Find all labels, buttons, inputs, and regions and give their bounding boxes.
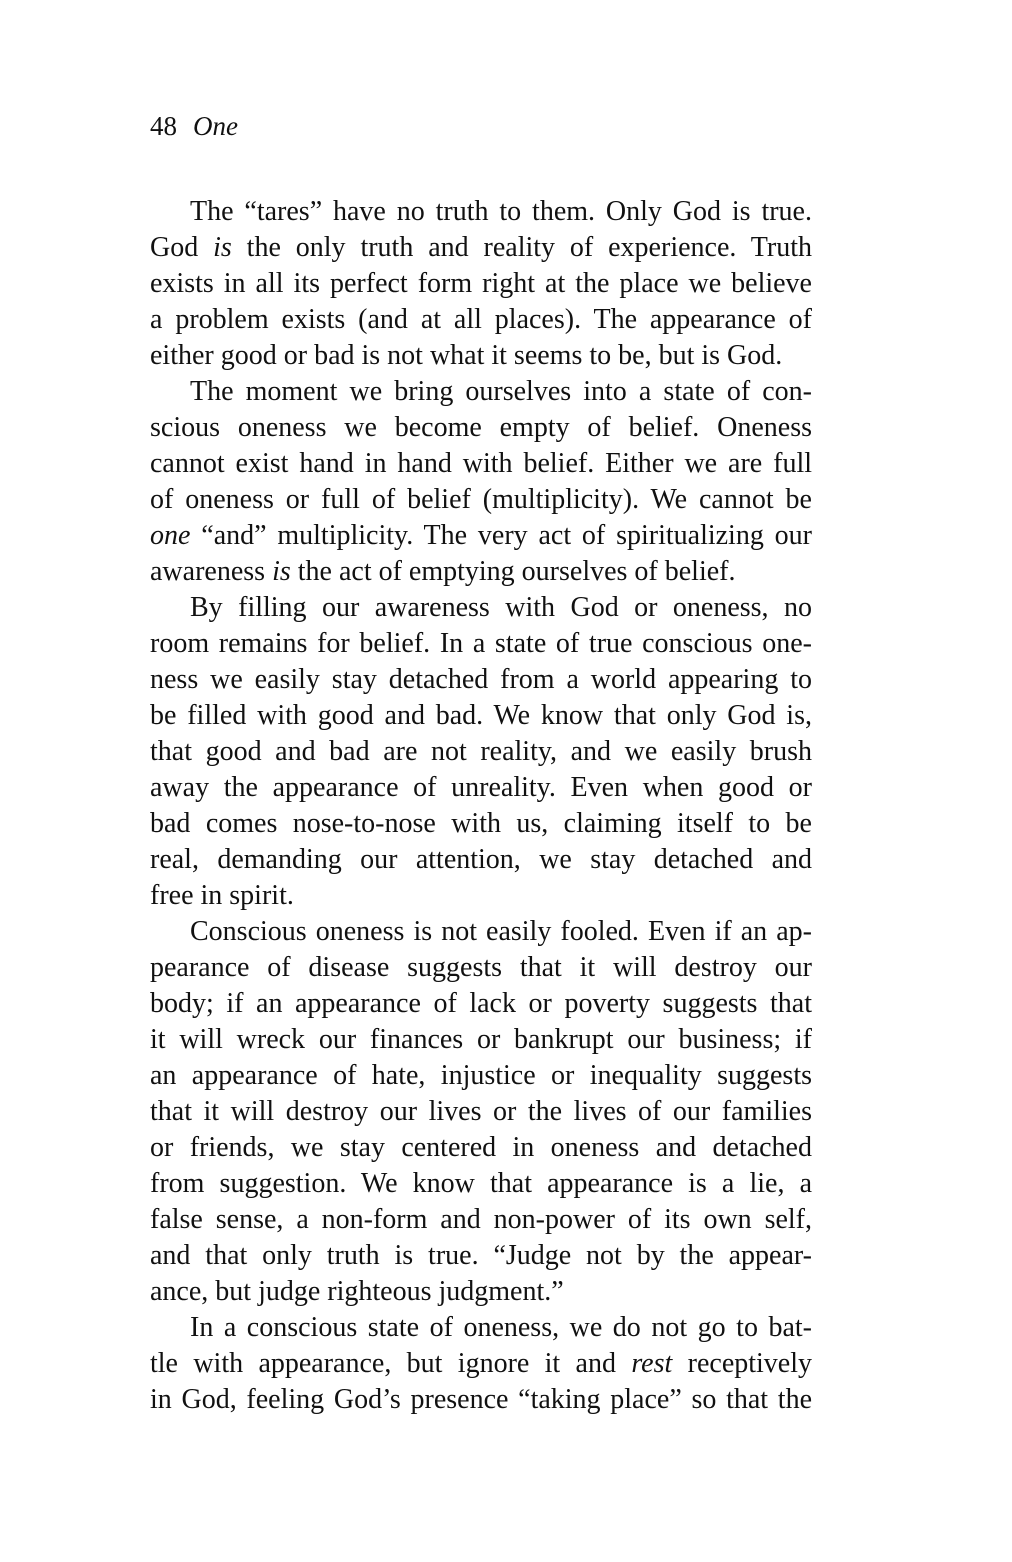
text-line: Conscious oneness is not easily fooled. Even if an ap- <box>190 916 812 947</box>
text-line: real, demanding our attention, we stay detached and <box>150 844 812 875</box>
chapter-title: One <box>193 111 238 141</box>
text-line: from suggestion. We know that appearance is a lie, a <box>150 1168 812 1199</box>
text-line: or friends, we stay centered in oneness and detached <box>150 1132 812 1163</box>
text-line: God is the only truth and reality of experience. Truth <box>150 232 812 263</box>
text-line: an appearance of hate, injustice or inequality suggests <box>150 1060 812 1091</box>
text-line: one “and” multiplicity. The very act of spiritualizing our <box>150 520 812 551</box>
paragraph <box>150 374 812 590</box>
text-line: tle with appearance, but ignore it and rest receptively <box>150 1348 812 1379</box>
text-line: of oneness or full of belief (multiplicity). We cannot be <box>150 484 812 515</box>
body-text <box>150 194 812 1418</box>
text-line: The moment we bring ourselves into a state of con- <box>190 376 812 407</box>
page-number: 48 <box>150 111 177 141</box>
paragraph <box>150 194 812 374</box>
text-line: awareness is the act of emptying ourselves of belief. <box>150 556 736 587</box>
text-line: room remains for belief. In a state of true conscious one- <box>150 628 812 659</box>
text-line: scious oneness we become empty of belief. Oneness <box>150 412 812 443</box>
running-head <box>150 108 238 144</box>
text-line: it will wreck our finances or bankrupt our business; if <box>150 1024 812 1055</box>
text-line: either good or bad is not what it seems to be, but is God. <box>150 340 783 371</box>
emphasis: rest <box>631 1348 673 1379</box>
text-line: in God, feeling God’s presence “taking place” so that the <box>150 1384 812 1415</box>
emphasis: one <box>150 520 191 551</box>
emphasis: is <box>213 232 232 263</box>
book-page <box>150 0 812 1562</box>
emphasis: is <box>272 556 291 587</box>
text-line: be filled with good and bad. We know that only God is, <box>150 700 812 731</box>
paragraph <box>150 914 812 1310</box>
text-line: a problem exists (and at all places). The appearance of <box>150 304 812 335</box>
paragraph <box>150 590 812 914</box>
text-line: ness we easily stay detached from a world appearing to <box>150 664 812 695</box>
text-line: false sense, a non-form and non-power of its own self, <box>150 1204 812 1235</box>
text-line: that good and bad are not reality, and we easily brush <box>150 736 812 767</box>
text-line: away the appearance of unreality. Even when good or <box>150 772 812 803</box>
text-line: free in spirit. <box>150 880 294 911</box>
text-line: ance, but judge righteous judgment.” <box>150 1276 564 1307</box>
text-line: The “tares” have no truth to them. Only God is true. <box>190 196 812 227</box>
text-line: pearance of disease suggests that it will destroy our <box>150 952 812 983</box>
paragraph <box>150 1310 812 1418</box>
text-line: bad comes nose-to-nose with us, claiming itself to be <box>150 808 812 839</box>
text-line: body; if an appearance of lack or poverty suggests that <box>150 988 812 1019</box>
text-line: that it will destroy our lives or the lives of our families <box>150 1096 812 1127</box>
text-line: exists in all its perfect form right at the place we believe <box>150 268 812 299</box>
text-line: By filling our awareness with God or oneness, no <box>190 592 812 623</box>
text-line: In a conscious state of oneness, we do not go to bat- <box>190 1312 812 1343</box>
text-line: and that only truth is true. “Judge not by the appear- <box>150 1240 812 1271</box>
text-line: cannot exist hand in hand with belief. Either we are full <box>150 448 812 479</box>
